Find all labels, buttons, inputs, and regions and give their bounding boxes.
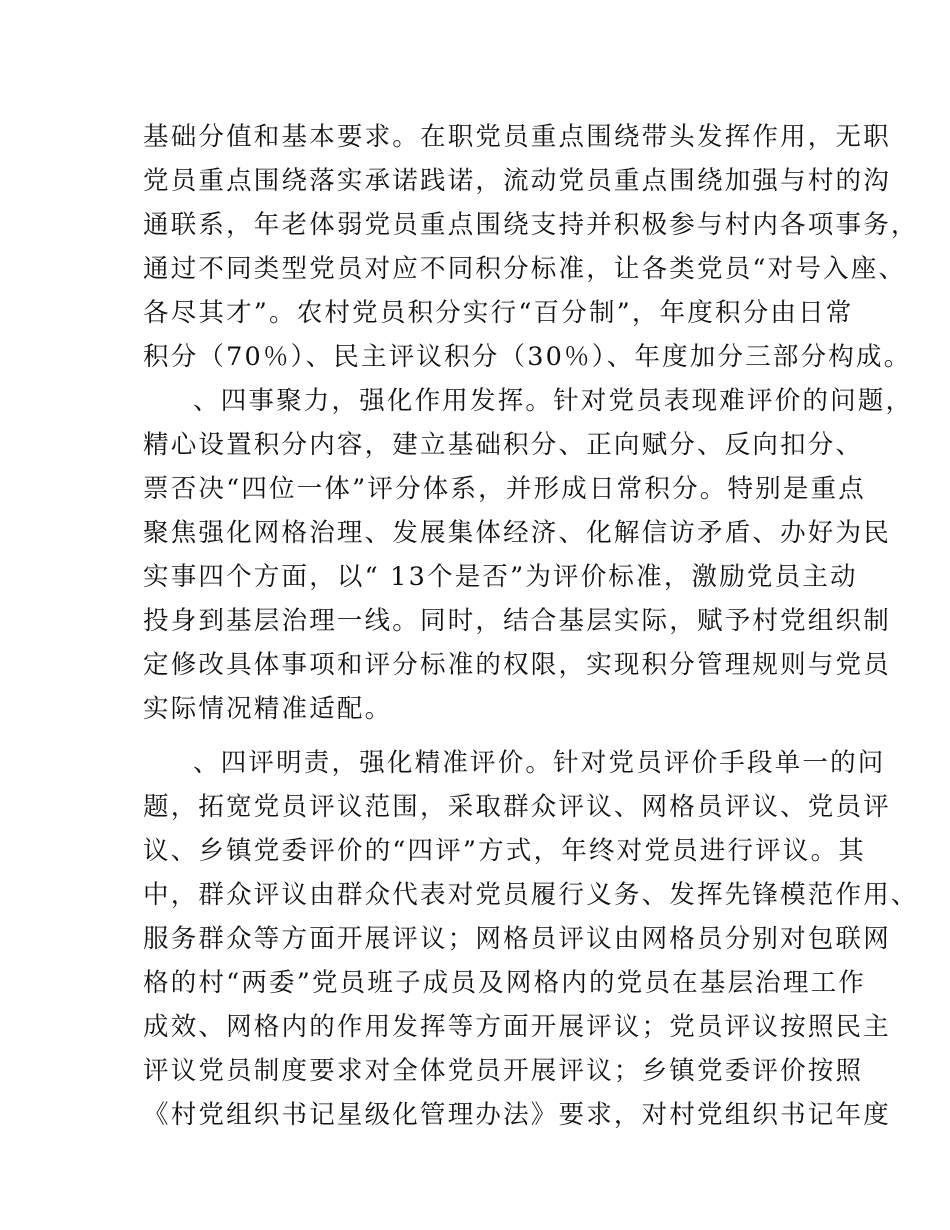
text-line: 积分（70％）、民主评议积分（30％）、年度加分三部分构成。 — [143, 342, 912, 372]
text-line: 票否决“四位一体”评分体系，并形成日常积分。特别是重点 — [143, 474, 866, 504]
text-line: 基础分值和基本要求。在职党员重点围绕带头发挥作用，无职 — [143, 122, 891, 152]
text-line: 议、乡镇党委评价的“四评”方式，年终对党员进行评议。其 — [143, 836, 866, 866]
text-line: 通过不同类型党员对应不同积分标准，让各类党员“对号入座、 — [143, 254, 907, 284]
text-line: 聚焦强化网格治理、发展集体经济、化解信访矛盾、办好为民 — [143, 518, 891, 548]
text-line: 精心设置积分内容，建立基础积分、正向赋分、反向扣分、 — [143, 430, 864, 460]
text-line: 服务群众等方面开展评议；网格员评议由网格员分别对包联网 — [143, 924, 891, 954]
text-line: 格的村“两委”党员班子成员及网格内的党员在基层治理工作 — [143, 968, 866, 998]
text-line: 各尽其才”。农村党员积分实行“百分制”，年度积分由日常 — [143, 298, 854, 328]
text-line: 实际情况精准适配。 — [143, 694, 393, 724]
text-line: 题，拓宽党员评议范围，采取群众评议、网格员评议、党员评 — [143, 792, 891, 822]
paragraph-heading-line: 、四事聚力，强化作用发挥。针对党员表现难评价的问题， — [193, 386, 914, 416]
text-line: 中，群众评议由群众代表对党员履行义务、发挥先锋模范作用、 — [143, 880, 919, 910]
paragraph-heading-line: 、四评明责，强化精准评价。针对党员评价手段单一的问 — [193, 748, 886, 778]
text-line: 成效、网格内的作用发挥等方面开展评议；党员评议按照民主 — [143, 1012, 891, 1042]
text-line: 投身到基层治理一线。同时，结合基层实际，赋予村党组织制 — [143, 606, 891, 636]
text-line: 党员重点围绕落实承诺践诺，流动党员重点围绕加强与村的沟 — [143, 166, 891, 196]
text-line: 通联系，年老体弱党员重点围绕支持并积极参与村内各项事务， — [143, 210, 919, 240]
text-line: 定修改具体事项和评分标准的权限，实现积分管理规则与党员 — [143, 650, 891, 680]
text-line: 实事四个方面，以“ 13个是否”为评价标准，激励党员主动 — [143, 562, 858, 592]
text-line: 《村党组织书记星级化管理办法》要求，对村党组织书记年度 — [143, 1100, 891, 1130]
text-line: 评议党员制度要求对全体党员开展评议；乡镇党委评价按照 — [143, 1056, 864, 1086]
